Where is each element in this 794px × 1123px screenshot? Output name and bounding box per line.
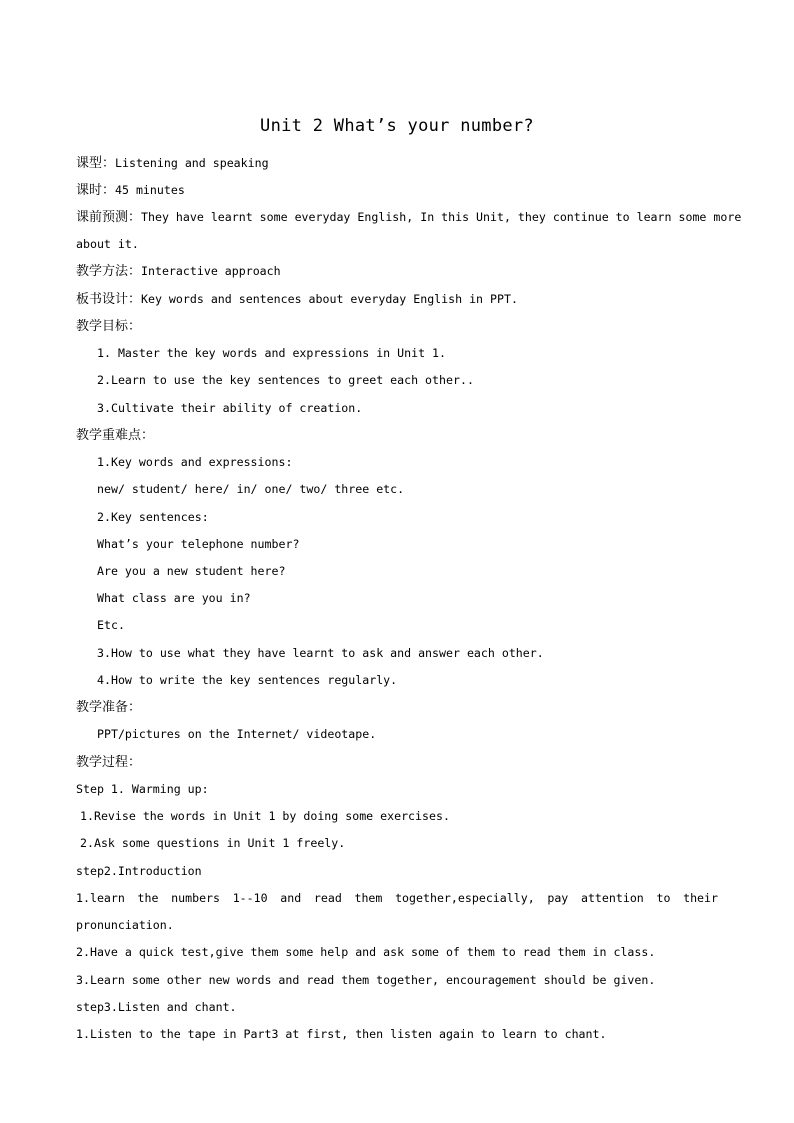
key-point-item: 2.Key sentences: xyxy=(97,510,209,524)
step1-heading: Step 1. Warming up: xyxy=(76,782,209,796)
method-value: Interactive approach xyxy=(141,264,281,278)
preview-value: They have learnt some everyday English, In this Unit, they continue to learn some more xyxy=(141,210,742,224)
key-point-item: new/ student/ here/ in/ one/ two/ three etc. xyxy=(97,482,405,496)
key-point-item: 4.How to write the key sentences regularly. xyxy=(97,673,398,687)
board-label: 板书设计： xyxy=(76,292,142,307)
lesson-hours-label: 课时： xyxy=(76,183,116,198)
prep-value: PPT/pictures on the Internet/ videotape. xyxy=(97,727,377,741)
method-line xyxy=(76,263,726,280)
step2-item: pronunciation. xyxy=(76,918,174,932)
step1-item: 2.Ask some questions in Unit 1 freely. xyxy=(80,836,346,850)
preview-cont: about it. xyxy=(76,237,139,251)
goal-item: 3.Cultivate their ability of creation. xyxy=(97,401,363,415)
lesson-type-line xyxy=(76,155,726,172)
page-title: Unit 2 What’s your number? xyxy=(260,116,534,136)
preview-label: 课前预测： xyxy=(76,210,142,225)
key-points-heading: 教学重难点： xyxy=(76,428,155,443)
goal-item: 2.Learn to use the key sentences to greet each other.. xyxy=(97,373,474,387)
step2-item: 1.learn the numbers 1--10 and read them together,especially, pay attention to their xyxy=(76,891,718,905)
lesson-type-label: 课型： xyxy=(76,156,116,171)
step2-heading: step2.Introduction xyxy=(76,864,202,878)
preview-line xyxy=(76,209,742,226)
step2-item: 3.Learn some other new words and read them together, encouragement should be given. xyxy=(76,973,656,987)
key-point-item: Etc. xyxy=(97,618,125,632)
key-point-item: Are you a new student here? xyxy=(97,564,286,578)
prep-heading: 教学准备： xyxy=(76,700,142,715)
lesson-hours-line xyxy=(76,182,726,199)
key-point-item: What class are you in? xyxy=(97,591,251,605)
step2-item: 2.Have a quick test,give them some help and ask some of them to read them in class. xyxy=(76,945,656,959)
step3-item: 1.Listen to the tape in Part3 at first, then listen again to learn to chant. xyxy=(76,1027,607,1041)
lesson-hours-value: 45 minutes xyxy=(115,183,185,197)
goal-item: 1. Master the key words and expressions in Unit 1. xyxy=(97,346,447,360)
board-line xyxy=(76,291,726,308)
step3-heading: step3.Listen and chant. xyxy=(76,1000,237,1014)
key-point-item: 1.Key words and expressions: xyxy=(97,455,293,469)
goals-heading: 教学目标： xyxy=(76,319,142,334)
step1-item: 1.Revise the words in Unit 1 by doing some exercises. xyxy=(80,809,450,823)
process-heading: 教学过程： xyxy=(76,755,142,770)
key-point-item: 3.How to use what they have learnt to ask and answer each other. xyxy=(97,646,544,660)
method-label: 教学方法： xyxy=(76,264,142,279)
key-point-item: What’s your telephone number? xyxy=(97,537,300,551)
lesson-type-value: Listening and speaking xyxy=(115,156,269,170)
board-value: Key words and sentences about everyday English in PPT. xyxy=(141,292,518,306)
